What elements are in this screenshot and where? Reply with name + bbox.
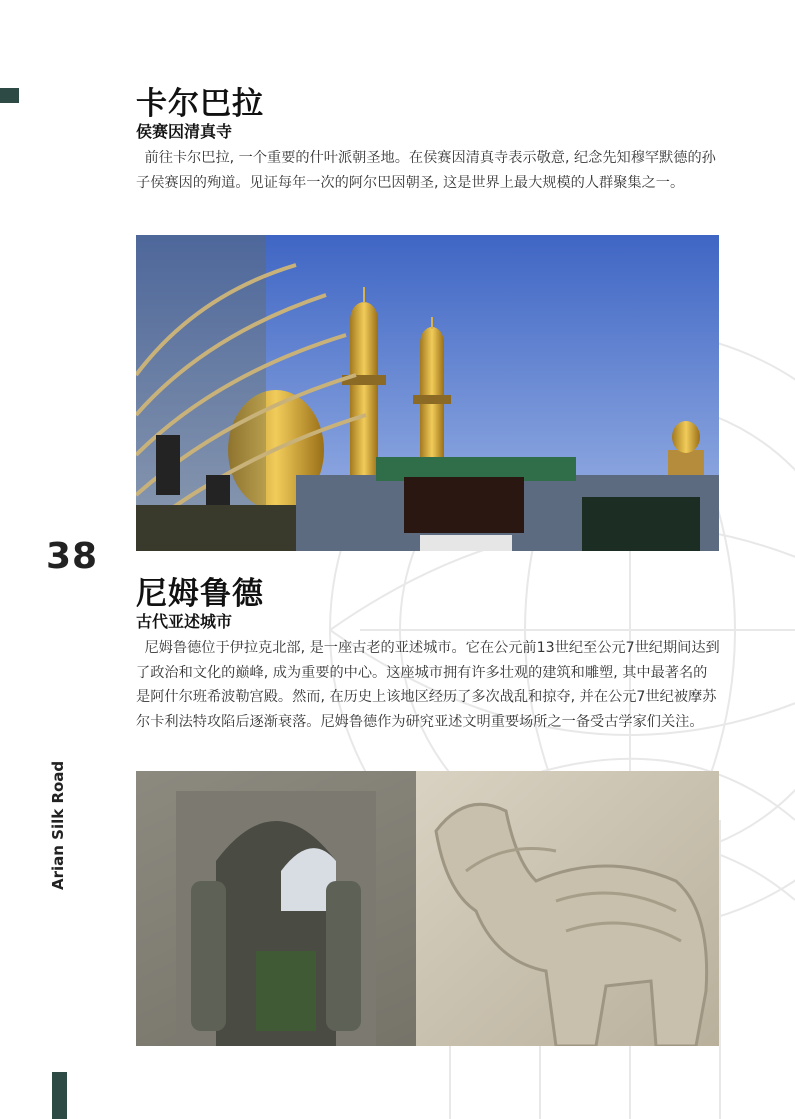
section-body-karbala: 前往卡尔巴拉, 一个重要的什叶派朝圣地。在侯赛因清真寺表示敬意, 纪念先知穆罕默德的孙子侯赛因的殉道。见证每年一次的阿尔巴因朝圣, 这是世界上最大规模的人群聚集之一。 bbox=[136, 150, 716, 191]
section-title-karbala: 卡尔巴拉 bbox=[136, 86, 264, 122]
section-title-nimrud: 尼姆鲁德 bbox=[136, 576, 264, 612]
section-subtitle-nimrud: 古代亚述城市 bbox=[136, 612, 233, 631]
karbala-shrine-photo bbox=[136, 235, 719, 551]
section-subtitle-karbala: 侯赛因清真寺 bbox=[136, 122, 233, 141]
side-label: Arian Silk Road bbox=[49, 760, 67, 890]
page-number: 38 bbox=[46, 536, 99, 577]
nimrud-relief-photo bbox=[136, 771, 719, 1046]
accent-tab-bottom bbox=[52, 1072, 67, 1119]
section-body-nimrud: 尼姆鲁德位于伊拉克北部, 是一座古老的亚述城市。它在公元前13世纪至公元7世纪期间达到了政治和文化的巅峰, 成为重要的中心。这座城市拥有许多壮观的建筑和雕塑, 其中最著名的是阿什尔班希波勒宫殿。然而, 在历史上该地区经历了多次战乱和掠夺, 并在公元7世纪被摩苏尔卡利法特攻陷后逐渐衰落。尼姆鲁德作为研究亚述文明重要场所之一备受古学家们关注。 bbox=[136, 640, 720, 730]
accent-tab-top bbox=[0, 88, 19, 103]
